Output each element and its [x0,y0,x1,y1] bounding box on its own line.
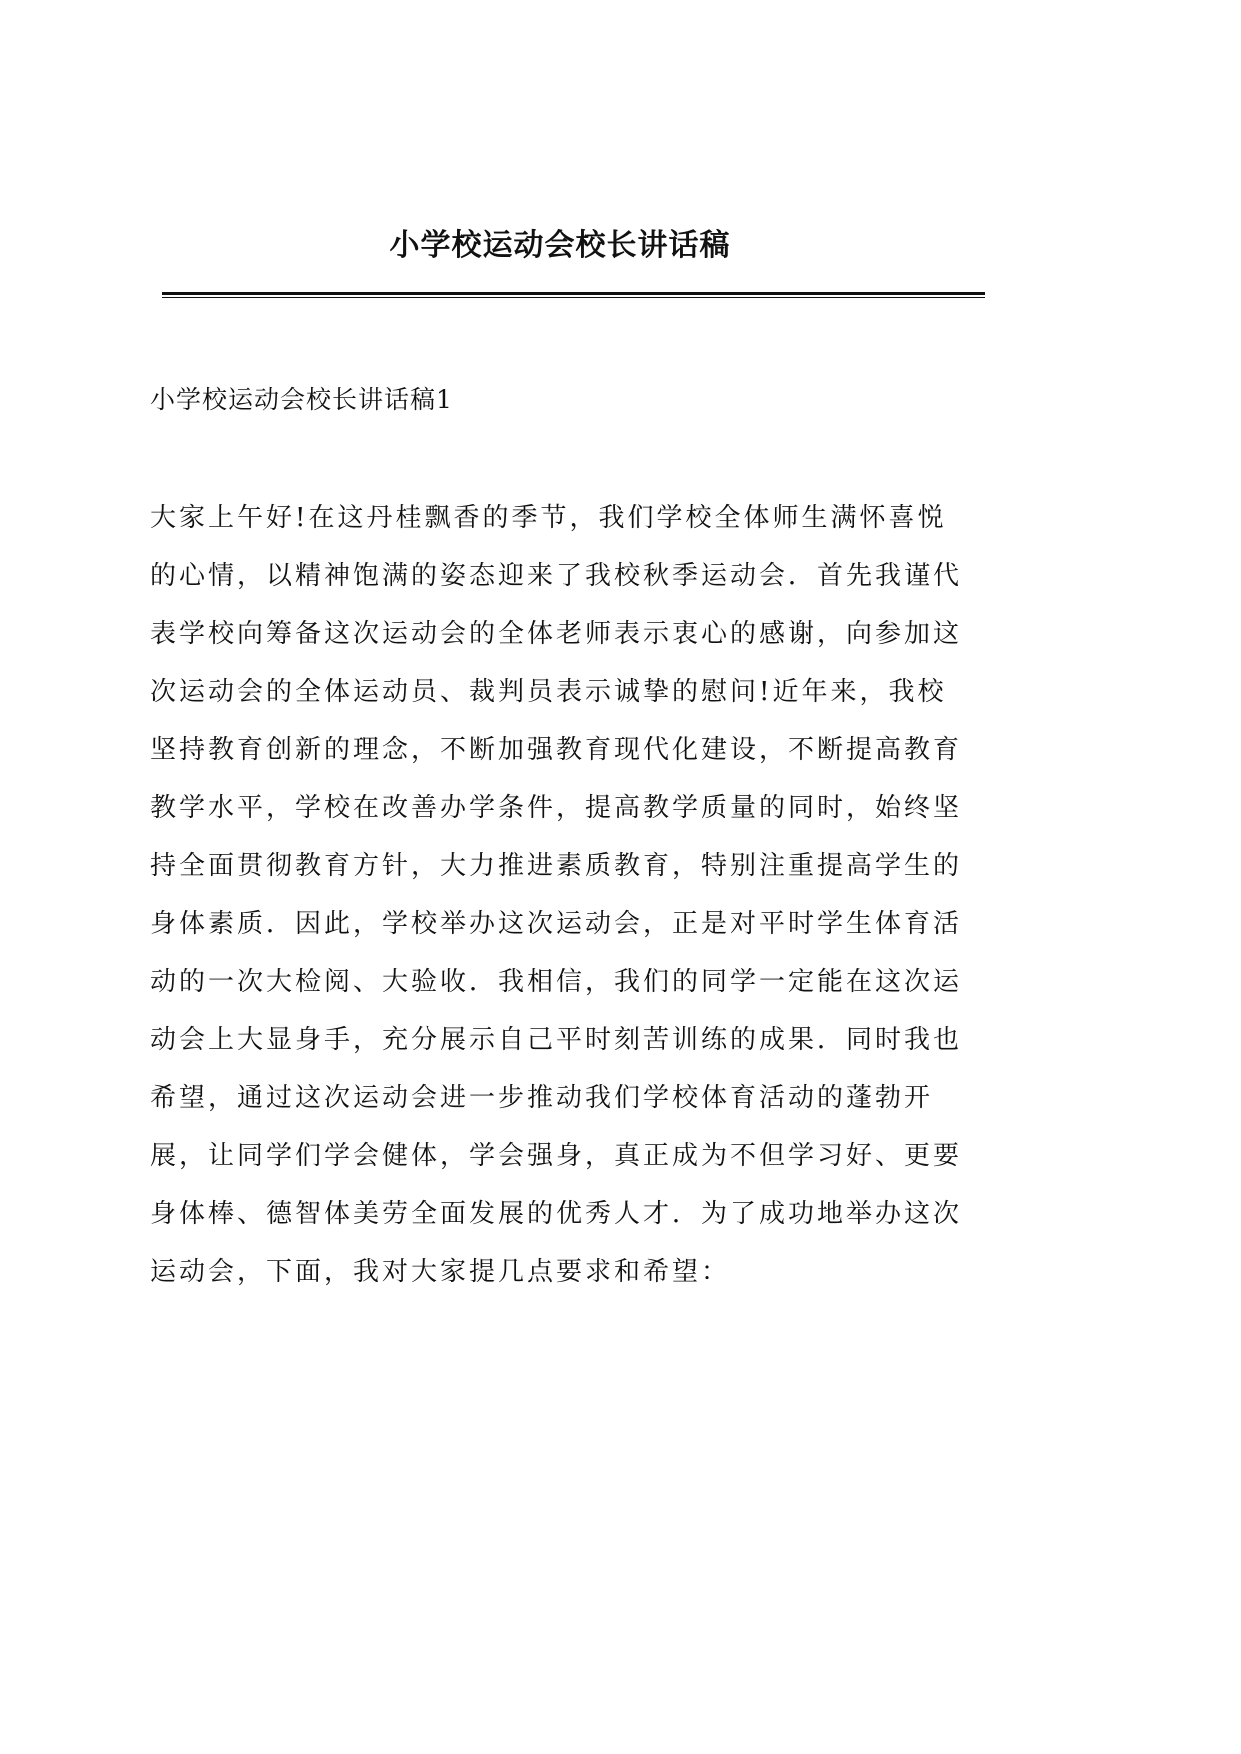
body-line: 次运动会的全体运动员、裁判员表示诚挚的慰问!近年来，我校 [150,677,947,707]
body-line: 持全面贯彻教育方针，大力推进素质教育，特别注重提高学生的 [150,851,963,881]
body-line: 希望，通过这次运动会进一步推动我们学校体育活动的蓬勃开 [150,1083,934,1113]
body-paragraph [150,498,985,1310]
document-title: 小学校运动会校长讲话稿 [389,228,731,263]
body-line: 表学校向筹备这次运动会的全体老师表示衷心的感谢，向参加这 [150,619,963,649]
divider-thick-line [162,292,985,295]
section-heading: 小学校运动会校长讲话稿1 [150,385,453,414]
body-line: 动会上大显身手，充分展示自己平时刻苦训练的成果．同时我也 [150,1025,963,1055]
body-line: 的心情，以精神饱满的姿态迎来了我校秋季运动会．首先我谨代 [150,561,963,591]
title-divider [162,292,985,300]
body-line: 身体素质．因此，学校举办这次运动会，正是对平时学生体育活 [150,909,963,939]
body-line: 坚持教育创新的理念，不断加强教育现代化建设，不断提高教育 [150,735,963,765]
body-line: 运动会，下面，我对大家提几点要求和希望： [150,1257,731,1287]
body-line: 动的一次大检阅、大验收．我相信，我们的同学一定能在这次运 [150,967,963,997]
divider-thin-line [162,297,985,298]
body-line: 教学水平，学校在改善办学条件，提高教学质量的同时，始终坚 [150,793,963,823]
body-line: 展，让同学们学会健体，学会强身，真正成为不但学习好、更要 [150,1141,963,1171]
body-line: 大家上午好!在这丹桂飘香的季节，我们学校全体师生满怀喜悦 [150,503,947,533]
body-line: 身体棒、德智体美劳全面发展的优秀人才．为了成功地举办这次 [150,1199,963,1229]
